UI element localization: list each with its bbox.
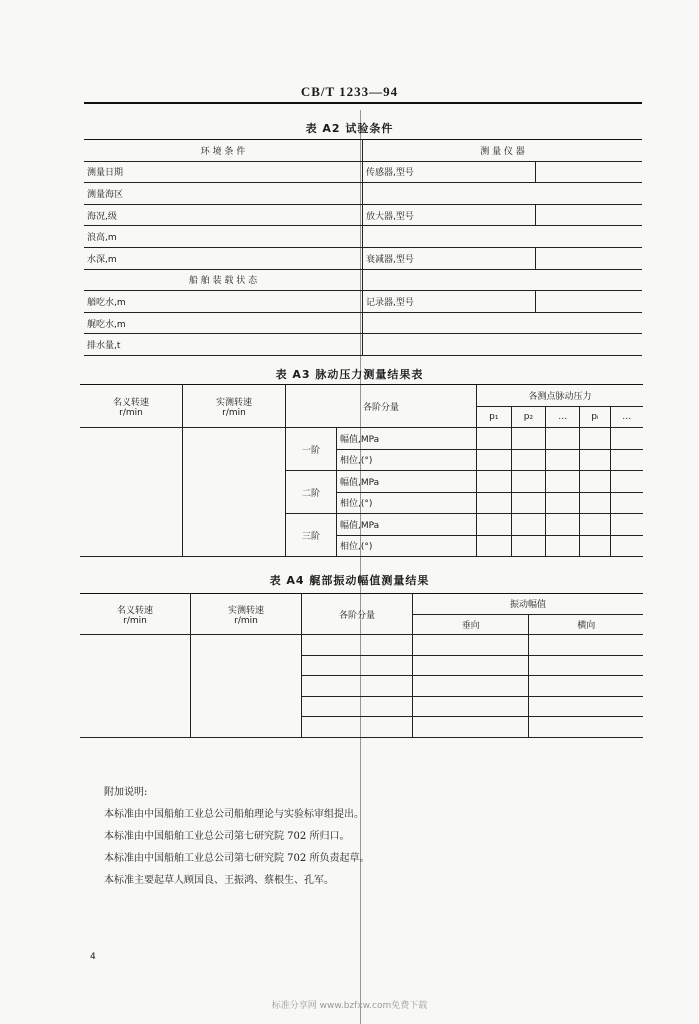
table-a2 [84, 139, 642, 356]
order-label: 一阶 [286, 428, 337, 471]
order-header: 各阶分量 [286, 385, 477, 428]
env-row: 海况,级 [84, 204, 363, 226]
instrument-blank [363, 334, 643, 356]
header-rule [84, 102, 642, 104]
instrument-value [536, 161, 643, 183]
standard-code: CB/T 1233—94 [300, 84, 399, 99]
actual-speed-unit: r/min [234, 615, 258, 626]
ship-row: 排水量,t [84, 334, 363, 356]
actual-speed-label: 实测转速 [227, 605, 264, 616]
rated-speed-unit: r/min [123, 615, 147, 626]
table-a4-caption: 表 A4 艉部振动幅值测量结果 [269, 574, 430, 587]
actual-speed-cell [183, 428, 286, 557]
rated-speed-cell [80, 428, 183, 557]
pi-header: pᵢ [580, 406, 610, 428]
env-row: 浪高,m [84, 226, 363, 248]
rated-speed-unit: r/min [119, 407, 143, 418]
points-header: 各测点脉动压力 [477, 385, 644, 407]
actual-speed-cell [191, 635, 302, 738]
instrument-value [536, 247, 643, 269]
rated-speed-header [80, 385, 183, 428]
table-a4 [80, 593, 643, 738]
instrument-blank [363, 183, 643, 205]
actual-speed-header [191, 594, 302, 635]
table-a3-caption: 表 A3 脉动压力测量结果表 [275, 368, 424, 381]
table-a2-caption: 表 A2 试验条件 [305, 122, 394, 135]
instrument-label: 传感器,型号 [363, 161, 536, 183]
instrument-blank [363, 226, 643, 248]
rated-speed-header [80, 594, 191, 635]
actual-speed-label: 实测转速 [215, 397, 252, 408]
order-header: 各阶分量 [302, 594, 413, 635]
notes-title: 附加说明: [104, 787, 148, 798]
p1-header: p₁ [477, 406, 512, 428]
amp-label: 幅值,MPa [337, 471, 477, 493]
instrument-value [536, 291, 643, 313]
instrument-label: 记录器,型号 [363, 291, 536, 313]
phase-label: 相位,(°) [337, 535, 477, 557]
phase-label: 相位,(°) [337, 492, 477, 514]
order-label: 三阶 [286, 514, 337, 557]
notes-line: 本标准由中国船舶工业总公司船舶理论与实验标审组提出。 [104, 809, 364, 820]
notes-line: 本标准由中国船舶工业总公司第七研究院 702 所负责起草。 [104, 853, 370, 864]
ship-row: 艏吃水,m [84, 291, 363, 313]
phase-label: 相位,(°) [337, 449, 477, 471]
order-cell [302, 655, 413, 676]
env-header: 环 境 条 件 [84, 140, 363, 162]
env-row: 测量海区 [84, 183, 363, 205]
page-number: 4 [90, 952, 96, 962]
amplitude-header: 振动幅值 [413, 594, 644, 615]
actual-speed-header [183, 385, 286, 428]
vertical-header: 垂向 [413, 614, 529, 635]
rated-speed-cell [80, 635, 191, 738]
env-row: 水深,m [84, 247, 363, 269]
notes-line: 本标准由中国船舶工业总公司第七研究院 702 所归口。 [104, 831, 350, 842]
instrument-value [536, 204, 643, 226]
actual-speed-unit: r/min [222, 407, 246, 418]
additional-notes [104, 782, 369, 892]
instrument-label: 放大器,型号 [363, 204, 536, 226]
order-cell [302, 676, 413, 697]
env-row: 测量日期 [84, 161, 363, 183]
table-a3 [80, 384, 643, 557]
instrument-blank [363, 312, 643, 334]
instrument-header: 测 量 仪 器 [363, 140, 643, 162]
order-cell [302, 635, 413, 656]
p2-header: p₂ [511, 406, 546, 428]
order-cell [302, 696, 413, 717]
instrument-blank [363, 269, 643, 291]
instrument-label: 衰减器,型号 [363, 247, 536, 269]
amp-label: 幅值,MPa [337, 514, 477, 536]
ship-row: 艉吃水,m [84, 312, 363, 334]
dots-header: … [610, 406, 643, 428]
rated-speed-label: 名义转速 [116, 605, 153, 616]
order-cell [302, 717, 413, 738]
notes-line: 本标准主要起草人顾国良、王振鸿、蔡根生、孔军。 [104, 875, 334, 886]
ship-header: 船 舶 装 载 状 态 [84, 269, 363, 291]
rated-speed-label: 名义转速 [112, 397, 149, 408]
footer-watermark: 标准分享网 www.bzfxw.com免费下载 [271, 1001, 428, 1011]
dots-header: … [546, 406, 580, 428]
horizontal-header: 横向 [529, 614, 643, 635]
amp-label: 幅值,MPa [337, 428, 477, 450]
order-label: 二阶 [286, 471, 337, 514]
